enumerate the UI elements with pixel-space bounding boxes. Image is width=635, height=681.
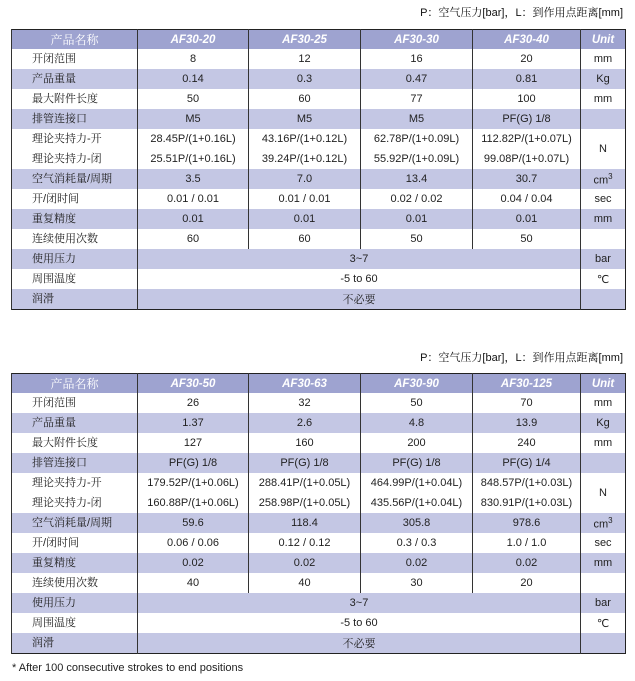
unit-superscript: 3	[608, 171, 613, 181]
value-cell	[473, 573, 581, 593]
row-label-cell	[12, 573, 138, 593]
value: 0.06 / 0.06	[167, 537, 219, 549]
value-cell	[249, 69, 361, 89]
value-cell	[361, 229, 473, 249]
row-label: 重复精度	[32, 213, 76, 225]
table-row	[12, 289, 626, 310]
unit-cell	[581, 269, 626, 289]
unit: sec	[594, 193, 612, 205]
value-cell	[249, 169, 361, 189]
value-cell	[361, 533, 473, 553]
value-cell	[473, 453, 581, 473]
unit-cell	[581, 289, 626, 310]
row-label: 连续使用次数	[32, 577, 98, 589]
value: 0.02	[405, 557, 428, 569]
value: M5	[185, 113, 201, 125]
value: 28.45P/(1+0.16L)	[150, 133, 236, 145]
row-label-cell	[12, 533, 138, 553]
table-row	[12, 613, 626, 633]
table-row	[12, 69, 626, 89]
unit-cell	[581, 229, 626, 249]
unit-cell	[581, 453, 626, 473]
row-label-cell	[12, 269, 138, 289]
row-label-cell	[12, 209, 138, 229]
value-cell	[249, 209, 361, 229]
value-cell	[361, 433, 473, 453]
row-label-cell	[12, 513, 138, 533]
unit-cell	[581, 249, 626, 269]
unit-cell	[581, 513, 626, 533]
row-label: 理论夹持力-开	[32, 477, 102, 489]
unit-cell	[581, 473, 626, 513]
row-label-cell	[12, 633, 138, 654]
value: 50	[410, 233, 423, 245]
unit: N	[599, 487, 607, 499]
header-model: AF30-30	[361, 30, 473, 50]
unit-cell	[581, 393, 626, 413]
row-label-cell	[12, 169, 138, 189]
header-model: AF30-125	[473, 374, 581, 394]
unit: mm	[593, 93, 613, 105]
row-label-cell	[12, 433, 138, 453]
row-label: 排管连接口	[32, 113, 87, 125]
value: 0.3	[296, 73, 313, 85]
row-label-cell	[12, 473, 138, 513]
merged-value: -5 to 60	[138, 269, 581, 289]
value-cell	[473, 393, 581, 413]
value-2: 258.98P/(1+0.05L)	[258, 497, 351, 509]
header-row	[12, 374, 626, 394]
table-row	[12, 473, 626, 513]
table-row	[12, 533, 626, 553]
value-cell	[249, 89, 361, 109]
header-model: AF30-40	[473, 30, 581, 50]
value: 0.02	[182, 557, 204, 569]
value-cell	[138, 69, 249, 89]
value: 0.3 / 0.3	[396, 537, 437, 549]
value: 305.8	[402, 517, 431, 529]
value: 118.4	[291, 517, 318, 529]
value-cell	[361, 129, 473, 169]
row-label-cell	[12, 613, 138, 633]
value-cell	[361, 453, 473, 473]
merged-value: 3~7	[138, 593, 581, 613]
value-cell	[473, 109, 581, 129]
row-label-cell	[12, 289, 138, 310]
value-cell	[473, 553, 581, 573]
value: 0.02	[515, 557, 538, 569]
value-cell	[249, 129, 361, 169]
unit-cell	[581, 189, 626, 209]
row-label-cell	[12, 49, 138, 69]
table-row	[12, 513, 626, 533]
value-2: 99.08P/(1+0.07L)	[483, 153, 570, 165]
value: 30.7	[515, 173, 538, 185]
value-cell	[138, 413, 249, 433]
unit: mm	[593, 53, 613, 65]
value-cell	[249, 533, 361, 553]
value-2: 160.88P/(1+0.06L)	[147, 497, 239, 509]
table-row	[12, 129, 626, 169]
value-cell	[138, 553, 249, 573]
unit: Kg	[596, 417, 610, 429]
value: 200	[407, 437, 426, 449]
merged-value: -5 to 60	[138, 613, 581, 633]
header-model: AF30-63	[249, 374, 361, 394]
value-2: 830.91P/(1+0.03L)	[480, 497, 573, 509]
value: 0.81	[515, 73, 538, 85]
unit-cell	[581, 553, 626, 573]
unit: N	[599, 143, 607, 155]
value: 1.0 / 1.0	[506, 537, 547, 549]
row-label-cell	[12, 413, 138, 433]
value-cell	[361, 553, 473, 573]
unit: cm	[593, 174, 609, 187]
value: 978.6	[512, 517, 541, 529]
value-cell	[138, 109, 249, 129]
row-label: 开/闭时间	[32, 537, 80, 549]
value: 20	[520, 577, 533, 589]
row-label: 产品重量	[32, 417, 76, 429]
unit-cell	[581, 169, 626, 189]
value-cell	[249, 513, 361, 533]
row-label-cell	[12, 229, 138, 249]
table-row	[12, 573, 626, 593]
value: 0.01	[293, 213, 316, 225]
merged-value: 不必要	[138, 633, 581, 654]
header-product-name: 产品名称	[12, 374, 138, 394]
table-row	[12, 633, 626, 654]
value: 26	[186, 397, 200, 409]
value-cell	[473, 433, 581, 453]
value: PF(G) 1/8	[168, 457, 218, 469]
value: 2.6	[296, 417, 313, 429]
header-unit: Unit	[581, 30, 626, 50]
row-label-cell	[12, 453, 138, 473]
row-label: 重复精度	[32, 557, 76, 569]
value-cell	[473, 129, 581, 169]
unit: mm	[593, 397, 613, 409]
value: 0.47	[405, 73, 428, 85]
value-cell	[361, 89, 473, 109]
row-label: 开闭范围	[32, 397, 76, 409]
table-row	[12, 593, 626, 613]
value-cell	[138, 393, 249, 413]
unit: mm	[593, 437, 613, 449]
value: 0.04 / 0.04	[500, 193, 553, 205]
value-cell	[361, 49, 473, 69]
value: 3.5	[185, 173, 201, 185]
unit-cell	[581, 613, 626, 633]
row-label: 空气消耗量/周期	[32, 517, 113, 529]
value-cell	[138, 209, 249, 229]
value-cell	[249, 413, 361, 433]
row-label: 空气消耗量/周期	[32, 173, 113, 185]
value-cell	[249, 393, 361, 413]
value-cell	[361, 109, 473, 129]
header-model: AF30-90	[361, 374, 473, 394]
value: 77	[410, 93, 423, 105]
value-cell	[138, 49, 249, 69]
value: 8	[189, 53, 197, 65]
value-cell	[249, 229, 361, 249]
value-2: 435.56P/(1+0.04L)	[370, 497, 463, 509]
value: 13.9	[515, 417, 538, 429]
table-row	[12, 229, 626, 249]
table-row	[12, 169, 626, 189]
row-label: 连续使用次数	[32, 233, 98, 245]
unit-cell	[581, 533, 626, 553]
unit: cm	[593, 518, 609, 531]
row-label: 润滑	[32, 637, 54, 649]
value-cell	[361, 473, 473, 513]
row-label: 润滑	[32, 293, 54, 305]
value: 0.02	[293, 557, 316, 569]
value: PF(G) 1/4	[502, 457, 551, 469]
value-cell	[361, 209, 473, 229]
value-cell	[249, 433, 361, 453]
value: 13.4	[405, 173, 428, 185]
value: 0.14	[182, 73, 204, 85]
value-cell	[473, 49, 581, 69]
value-cell	[361, 513, 473, 533]
header-model: AF30-25	[249, 30, 361, 50]
table-row	[12, 209, 626, 229]
value: 100	[517, 93, 536, 105]
row-label-cell	[12, 189, 138, 209]
row-label-cell	[12, 89, 138, 109]
value-cell	[473, 189, 581, 209]
units-note: P：空气压力[bar]，L：到作用点距离[mm]	[420, 7, 623, 19]
unit: ℃	[596, 617, 610, 630]
table-row	[12, 433, 626, 453]
row-label-cell	[12, 249, 138, 269]
value-cell	[138, 573, 249, 593]
value-cell	[473, 533, 581, 553]
row-label-cell	[12, 553, 138, 573]
value: 179.52P/(1+0.06L)	[147, 477, 239, 489]
row-label: 周围温度	[32, 617, 76, 629]
value-cell	[361, 393, 473, 413]
spec-table-1	[11, 29, 626, 310]
unit-cell	[581, 433, 626, 453]
header-unit: Unit	[581, 374, 626, 394]
value: 0.01 / 0.01	[167, 193, 219, 205]
value: PF(G) 1/8	[502, 113, 551, 125]
unit: ℃	[596, 273, 610, 286]
unit-cell	[581, 49, 626, 69]
table-row	[12, 453, 626, 473]
unit: mm	[593, 213, 613, 225]
value: 1.37	[182, 417, 204, 429]
value-cell	[249, 189, 361, 209]
unit-cell	[581, 89, 626, 109]
value-cell	[249, 573, 361, 593]
value: 0.12 / 0.12	[278, 537, 331, 549]
value: 464.99P/(1+0.04L)	[370, 477, 463, 489]
header-row	[12, 30, 626, 50]
value: 60	[298, 233, 311, 245]
value-cell	[361, 573, 473, 593]
unit-cell	[581, 633, 626, 654]
value: 30	[410, 577, 423, 589]
value: M5	[408, 113, 425, 125]
row-label: 使用压力	[32, 253, 76, 265]
value-cell	[138, 169, 249, 189]
footnote: * After 100 consecutive strokes to end positions	[12, 662, 244, 674]
value-cell	[138, 129, 249, 169]
table-row	[12, 413, 626, 433]
row-label-cell	[12, 393, 138, 413]
value-cell	[138, 89, 249, 109]
value: 50	[410, 397, 423, 409]
table-row	[12, 249, 626, 269]
unit: mm	[593, 557, 613, 569]
unit-cell	[581, 69, 626, 89]
table-row	[12, 49, 626, 69]
value: 16	[410, 53, 423, 65]
spec-table-2	[11, 373, 626, 654]
unit: bar	[595, 253, 611, 265]
unit: sec	[594, 537, 612, 549]
value: 62.78P/(1+0.09L)	[373, 133, 460, 145]
value: 12	[298, 53, 311, 65]
value-cell	[249, 109, 361, 129]
table-row	[12, 393, 626, 413]
value: 60	[298, 93, 311, 105]
header-product-name: 产品名称	[12, 30, 138, 50]
value-cell	[361, 69, 473, 89]
row-label: 理论夹持力-开	[32, 133, 102, 145]
value-cell	[361, 189, 473, 209]
unit-cell	[581, 209, 626, 229]
value-cell	[361, 169, 473, 189]
value-cell	[249, 453, 361, 473]
value-cell	[473, 229, 581, 249]
value-cell	[249, 553, 361, 573]
row-label: 开/闭时间	[32, 193, 80, 205]
value-cell	[138, 473, 249, 513]
unit-cell	[581, 413, 626, 433]
unit-cell	[581, 109, 626, 129]
value: M5	[296, 113, 313, 125]
header-model: AF30-50	[138, 374, 249, 394]
value-cell	[249, 473, 361, 513]
value: 0.01 / 0.01	[278, 193, 331, 205]
value: 160	[295, 437, 314, 449]
value-cell	[138, 533, 249, 553]
value-cell	[473, 513, 581, 533]
value-cell	[473, 413, 581, 433]
value-cell	[138, 433, 249, 453]
value: 0.02 / 0.02	[390, 193, 443, 205]
value: 60	[186, 233, 200, 245]
unit-cell	[581, 573, 626, 593]
value-cell	[473, 89, 581, 109]
value: 848.57P/(1+0.03L)	[480, 477, 573, 489]
value: 40	[298, 577, 311, 589]
value: 32	[298, 397, 311, 409]
value: 0.01	[182, 213, 204, 225]
value-2: 55.92P/(1+0.09L)	[373, 153, 460, 165]
row-label: 最大附件长度	[32, 93, 98, 105]
value: 288.41P/(1+0.05L)	[258, 477, 351, 489]
value-2: 39.24P/(1+0.12L)	[261, 153, 348, 165]
value: PF(G) 1/8	[392, 457, 441, 469]
value-cell	[361, 413, 473, 433]
unit: Kg	[596, 73, 610, 85]
header-model: AF30-20	[138, 30, 249, 50]
value-cell	[138, 229, 249, 249]
value-cell	[138, 453, 249, 473]
value: 4.8	[408, 417, 425, 429]
value-cell	[138, 513, 249, 533]
table-row	[12, 269, 626, 289]
merged-value: 3~7	[138, 249, 581, 269]
row-label: 排管连接口	[32, 457, 87, 469]
value: 70	[520, 397, 533, 409]
value: 43.16P/(1+0.12L)	[261, 133, 348, 145]
value-cell	[473, 169, 581, 189]
row-label: 产品重量	[32, 73, 76, 85]
row-label: 最大附件长度	[32, 437, 98, 449]
row-label-2: 理论夹持力-闭	[32, 497, 102, 509]
value: 0.01	[405, 213, 428, 225]
row-label-cell	[12, 129, 138, 169]
table-row	[12, 189, 626, 209]
value: 20	[520, 53, 533, 65]
value-2: 25.51P/(1+0.16L)	[150, 153, 236, 165]
value: 7.0	[296, 173, 313, 185]
value-cell	[473, 209, 581, 229]
table-row	[12, 109, 626, 129]
row-label-2: 理论夹持力-闭	[32, 153, 102, 165]
value: 112.82P/(1+0.07L)	[481, 133, 572, 145]
value: 127	[183, 437, 203, 449]
value: PF(G) 1/8	[280, 457, 329, 469]
unit-cell	[581, 593, 626, 613]
unit-superscript: 3	[608, 515, 613, 525]
value: 0.01	[515, 213, 538, 225]
row-label: 周围温度	[32, 273, 76, 285]
units-note-2: P：空气压力[bar]，L：到作用点距离[mm]	[420, 352, 623, 364]
value: 59.6	[182, 517, 204, 529]
row-label: 开闭范围	[32, 53, 76, 65]
value-cell	[249, 49, 361, 69]
row-label: 使用压力	[32, 597, 76, 609]
row-label-cell	[12, 109, 138, 129]
table-row	[12, 553, 626, 573]
value-cell	[473, 473, 581, 513]
row-label-cell	[12, 593, 138, 613]
value: 40	[186, 577, 200, 589]
unit: bar	[595, 597, 611, 609]
table-row	[12, 89, 626, 109]
unit-cell	[581, 129, 626, 169]
value: 50	[186, 93, 200, 105]
value: 50	[520, 233, 533, 245]
row-label-cell	[12, 69, 138, 89]
merged-value: 不必要	[138, 289, 581, 310]
value-cell	[138, 189, 249, 209]
value-cell	[473, 69, 581, 89]
value: 240	[517, 437, 536, 449]
